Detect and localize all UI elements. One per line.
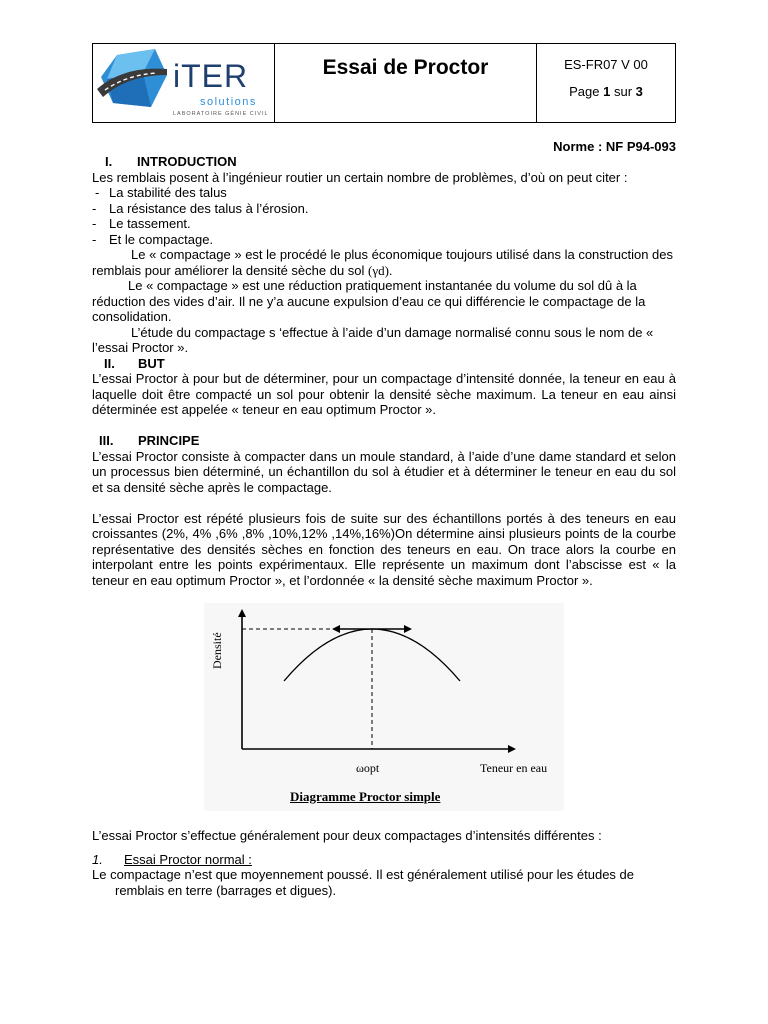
y-axis-label: Densité <box>210 632 224 669</box>
section-title: INTRODUCTION <box>137 154 237 169</box>
document-header <box>92 43 676 123</box>
page-indicator <box>537 84 675 99</box>
company-logo <box>93 44 275 122</box>
numbered-item-heading <box>92 852 676 868</box>
paragraph: L’étude du compactage s ‘effectue à l’aide d’un damage normalisé connu sous le nom de « l’essai Proctor ». <box>92 324 654 355</box>
page-total: 3 <box>635 84 643 99</box>
section-heading <box>92 356 676 372</box>
logo-brand: iTER <box>173 58 249 94</box>
section-introduction <box>92 154 676 588</box>
list-item: - Le tassement. <box>92 216 191 231</box>
paragraph: Le « compactage » est le procédé le plus économique toujours utilisé dans la construction des remblais pour améliorer la densité sèche du sol (γd). <box>92 247 673 278</box>
paragraph: L’essai Proctor est répété plusieurs fois de suite sur des échantillons portés à des teneurs en eau croissantes (2%, 4% ,6% ,8% ,10%,12% ,14%,16%)On détermine ainsi plusieurs points de la courbe représentative des densités sèches en fonction des teneurs en eau. On trace alors la courbe en interpolant entre les points expérimentaux. Elle représente un maximum dont l’abscisse est « la teneur en eau optimum Proctor », et l’ordonnée « la densité sèche maximum Proctor ». <box>92 510 676 588</box>
item-title: Essai Proctor normal : <box>124 851 252 867</box>
paragraph: L’essai Proctor à pour but de déterminer, pour un compactage d’intensité donnée, la teneur en eau à laquelle doit être compacté un sol pour obtenir la densité sèche maximum. La teneur en eau ainsi déterminée est appelée « teneur en eau optimum Proctor ». <box>92 371 676 417</box>
logo-subtitle: solutions <box>200 96 257 108</box>
tangent-arrow-left <box>332 625 340 633</box>
paragraph: L’essai Proctor s’effectue généralement pour deux compactages d’intensités différentes : <box>92 828 602 843</box>
paragraph: Le compactage n’est que moyennement poussé. Il est généralement utilisé pour les études de remblais en terre (barrages et digues). <box>92 867 635 898</box>
y-axis-arrow <box>238 609 246 617</box>
list-item: - Et le compactage. <box>92 231 214 247</box>
proctor-diagram <box>204 603 564 811</box>
title-cell <box>275 44 537 122</box>
item-number: 1. <box>92 851 103 867</box>
document-code: ES-FR07 V 00 <box>564 57 648 72</box>
section-title: PRINCIPE <box>138 433 200 448</box>
section-number: III. <box>99 433 114 448</box>
paragraph: Le « compactage » est une réduction pratiquement instantanée du volume du sol dû à la réduction des vides d’air. Il ne y’a aucune expulsion d’eau ce qui différencie le compactage de la consolidation. <box>92 278 646 324</box>
logo-road-icon <box>95 45 175 123</box>
norme-reference: Norme : NF P94-093 <box>553 139 676 154</box>
section-proctor-types <box>92 828 676 898</box>
paragraph: L’essai Proctor consiste à compacter dans un moule standard, à l’aide d’une dame standard et selon un processus bien déterminé, un échantillon du sol à étudier et à déterminer le teneur en eau du sol et sa densité sèche après le compactage. <box>92 448 676 495</box>
intro-paragraph: Les remblais posent à l’ingénieur routier un certain nombre de problèmes, d’où on peut citer : <box>92 169 628 185</box>
list-item: - La résistance des talus à l’érosion. <box>92 200 309 216</box>
page-current: 1 <box>603 84 611 99</box>
section-heading <box>92 154 676 170</box>
x-axis-arrow <box>508 745 516 753</box>
document-title: Essai de Proctor <box>322 56 489 79</box>
logo-tagline: LABORATOIRE GÉNIE CIVIL <box>173 111 269 117</box>
section-number: II. <box>104 355 115 371</box>
reference-cell <box>537 44 675 122</box>
page-sep: sur <box>613 84 633 99</box>
page-prefix: Page <box>569 84 600 99</box>
list-item: - La stabilité des talus <box>95 185 227 200</box>
section-heading <box>92 433 676 449</box>
gamma-d-symbol: (γd). <box>368 262 393 278</box>
figure-caption: Diagramme Proctor simple <box>290 789 441 804</box>
x-optimum-label: ωopt <box>356 761 380 775</box>
section-title: BUT <box>138 355 165 371</box>
tangent-arrow-right <box>404 625 412 633</box>
proctor-curve-svg <box>204 603 564 811</box>
section-number: I. <box>105 154 113 169</box>
x-axis-label: Teneur en eau <box>480 761 548 775</box>
